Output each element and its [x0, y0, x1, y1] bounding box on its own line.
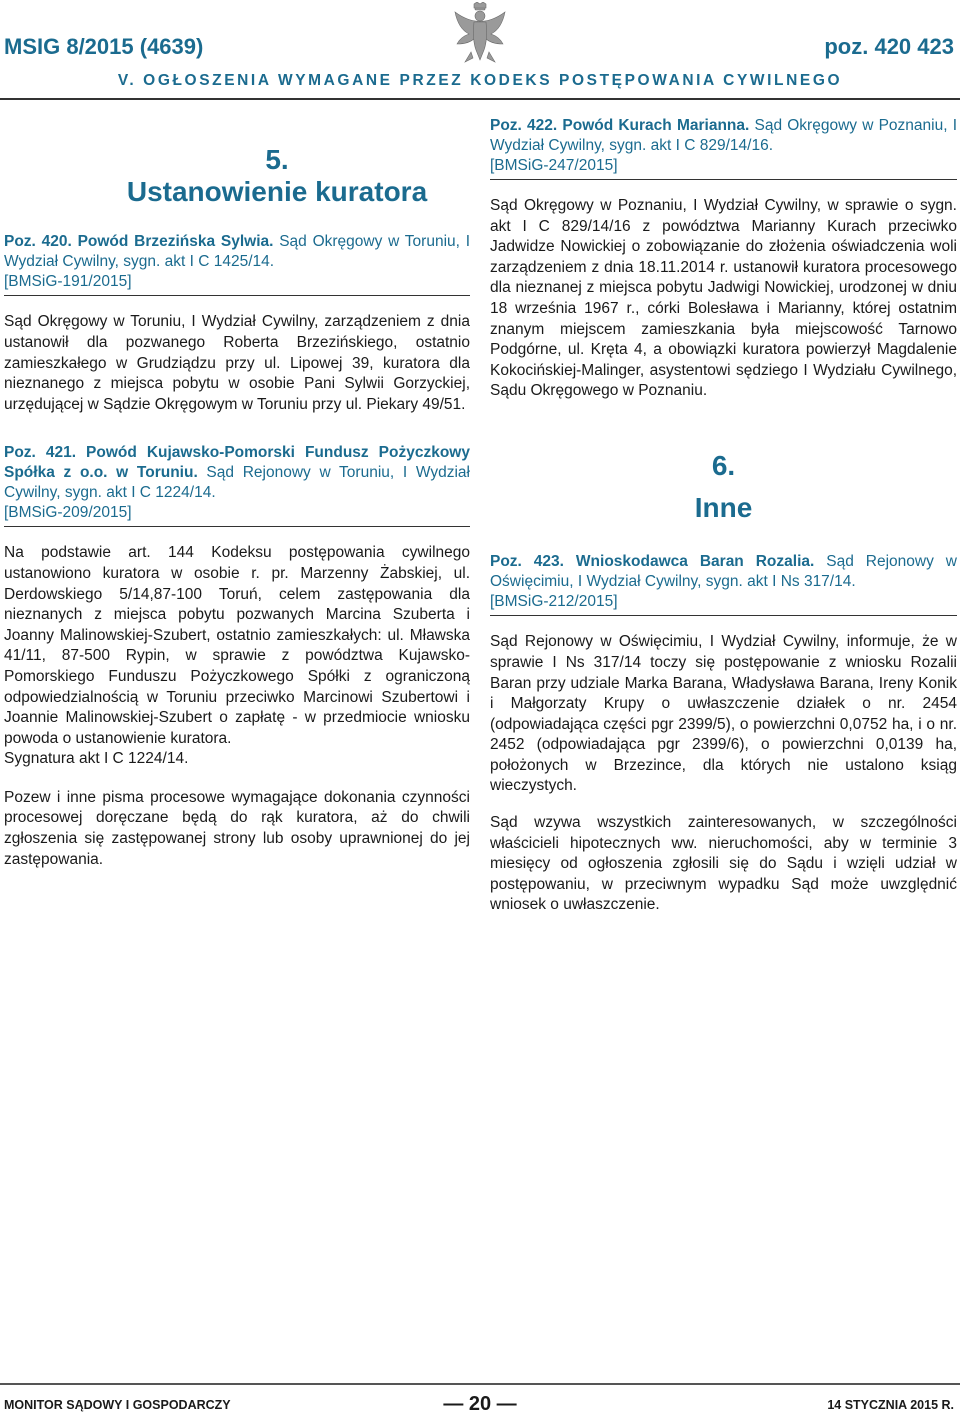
chapter-subtitle: V. OGŁOSZENIA WYMAGANE PRZEZ KODEKS POSTĘPOWANIA CYWILNEGO — [117, 72, 843, 89]
entry-423 — [490, 552, 957, 916]
entry-heading — [4, 443, 470, 503]
entry-body-p1: Na podstawie art. 144 Kodeksu postępowania cywilnego ustanowiono kuratora w osobie r. pr. Marzenny Żabskiej, ul. Derdowskiego 5/14,87-100 Toruń, celem zastępowania dla nieznanych z miejsca pobytu pozwanych Marcina Szuberta i Joanny Malinowskiej-Szubert, ostatnio zamieszkałych: ul. Mławska 41/11, 87-500 Rypin, w sprawie z powództwa Kujawsko-Pomorskiego Funduszu Pożyczkowego Spółki z ograniczoną odpowiedzialnością w Toruniu przeciwko Marcinowi Szubertowi i Joannie Malinowskiej-Szubert o zapłatę - w przedmiocie wniosku powoda o ustanowienie kuratora. — [4, 544, 470, 747]
entry-421 — [4, 443, 470, 870]
section-6-heading — [490, 450, 957, 524]
entry-heading — [490, 552, 957, 592]
publication-name: MONITOR SĄDOWY I GOSPODARCZY — [4, 1398, 231, 1412]
entry-body-p1: Sąd Rejonowy w Oświęcimiu, I Wydział Cywilny, informuje, że w sprawie I Ns 317/14 toczy się postępowanie z wniosku Rozalii Baran przy udziale Marka Barana, Władysława Barana, Ireny Konik i Małgorzaty Krupy o uwłaszczenie działek o nr. 2454 (odpowiadająca części pgr 2399/5), o powierzchni 0,0752 ha, i o nr. 2452 (odpowiadająca pgr 2399/6), o powierzchni 0,0139 ha, położonych w Brzezince, dla których nie ustalono ksiąg wieczystych. — [490, 633, 957, 795]
right-column — [490, 104, 957, 916]
polish-eagle-emblem-icon — [453, 2, 507, 64]
page-number: — 20 — — [443, 1393, 517, 1415]
entry-poz: Poz. 422. Powód Kurach Marianna. — [490, 117, 750, 134]
section-number: 6. — [711, 449, 736, 481]
entry-ref: [BMSiG-209/2015] — [4, 503, 470, 527]
entry-body-p2: Sąd wzywa wszystkich zainteresowanych, w szczególności właścicieli hipotecznych ww. nieruchomości, aby w terminie 3 miesięcy od ogłoszenia zgłosili się do Sądu i wzięli udział w postępowaniu, w przeciwnym wypadku Sąd może uwzględnić wniosek o uwłaszczenie. — [490, 814, 957, 914]
entry-court: Sąd Rejonowy w Oświęcimiu, I Wydział Cywilny, sygn. akt I Ns 317/14. — [490, 553, 957, 591]
position-range: poz. 420 423 — [824, 34, 954, 59]
entry-ref: [BMSiG-247/2015] — [490, 156, 957, 180]
entry-poz: Poz. 421. Powód Kujawsko-Pomorski Fundusz Pożyczkowy Spółka z o.o. w Toruniu. — [4, 444, 470, 482]
entry-poz: Poz. 423. Wnioskodawca Baran Rozalia. — [490, 553, 815, 571]
section-title: Ustanowienie kuratora — [126, 176, 428, 208]
section-title: Inne — [694, 492, 753, 524]
entry-422 — [490, 116, 957, 402]
entry-heading — [4, 232, 470, 272]
section-number: 5. — [265, 144, 289, 175]
left-column — [4, 104, 470, 870]
entry-body-p2: Sygnatura akt I C 1224/14. — [4, 750, 189, 768]
publication-date: 14 STYCZNIA 2015 R. — [827, 1398, 954, 1412]
entry-body: Sąd Okręgowy w Poznaniu, I Wydział Cywilny, w sprawie o sygn. akt I C 829/14/16 z powództwa Marianny Kurach przeciwko Jadwidze Nowickiej o zobowiązanie do złożenia oświadczenia woli zarządzeniem z dnia 18.11.2014 r. ustanowił kuratora procesowego dla nieznanej z miejsca pobytu Jadwigi Nowickiej, urodzonej w dniu 18 września 1967 r., córki Bolesława i Marianny, której ostatnim znanym miejscem zamieszkania była miejscowość Tarnowo Podgórne, ul. Kręta 4, a obowiązki kuratora powierzył Magdalenie Kokocińskiej-Malinger, asystentowi sędziego I Wydziału Cywilnego, Sądu Okręgowego w Poznaniu. — [490, 197, 957, 400]
footer-divider — [0, 1383, 960, 1385]
entry-ref: [BMSiG-212/2015] — [490, 592, 957, 616]
entry-heading — [490, 116, 957, 156]
section-5-heading — [44, 144, 510, 208]
entry-420 — [4, 232, 470, 415]
entry-court: Sąd Okręgowy w Toruniu, I Wydział Cywilny, sygn. akt I C 1425/14. — [4, 233, 471, 271]
entry-court: Sąd Okręgowy w Poznaniu, I Wydział Cywilny, sygn. akt I C 829/14/16. — [490, 117, 958, 154]
header-divider — [0, 98, 960, 100]
journal-issue: MSIG 8/2015 (4639) — [4, 34, 204, 59]
entry-body: Sąd Okręgowy w Toruniu, I Wydział Cywilny, zarządzeniem z dnia ustanowił dla pozwanego Roberta Brzezińskiego, ostatnio zamieszkałego w Grudziądzu przy ul. Lipowej 39, kuratora dla nieznanego z miejsca pobytu w osobie Pani Sylwii Gorzyckiej, urzędującej w Sądzie Okręgowym w Toruniu przy ul. Piekary 49/51. — [4, 313, 470, 413]
entry-court: Sąd Rejonowy w Toruniu, I Wydział Cywilny, sygn. akt I C 1224/14. — [4, 464, 470, 502]
entry-body-p3: Pozew i inne pisma procesowe wymagające dokonania czynności procesowej doręczane będą do rąk kuratora, aż do chwili zgłoszenia się zastępowanej strony lub osoby uprawnionej do jej zastępowania. — [4, 788, 470, 868]
entry-ref: [BMSiG-191/2015] — [4, 272, 470, 296]
entry-poz: Poz. 420. Powód Brzezińska Sylwia. — [4, 233, 274, 251]
